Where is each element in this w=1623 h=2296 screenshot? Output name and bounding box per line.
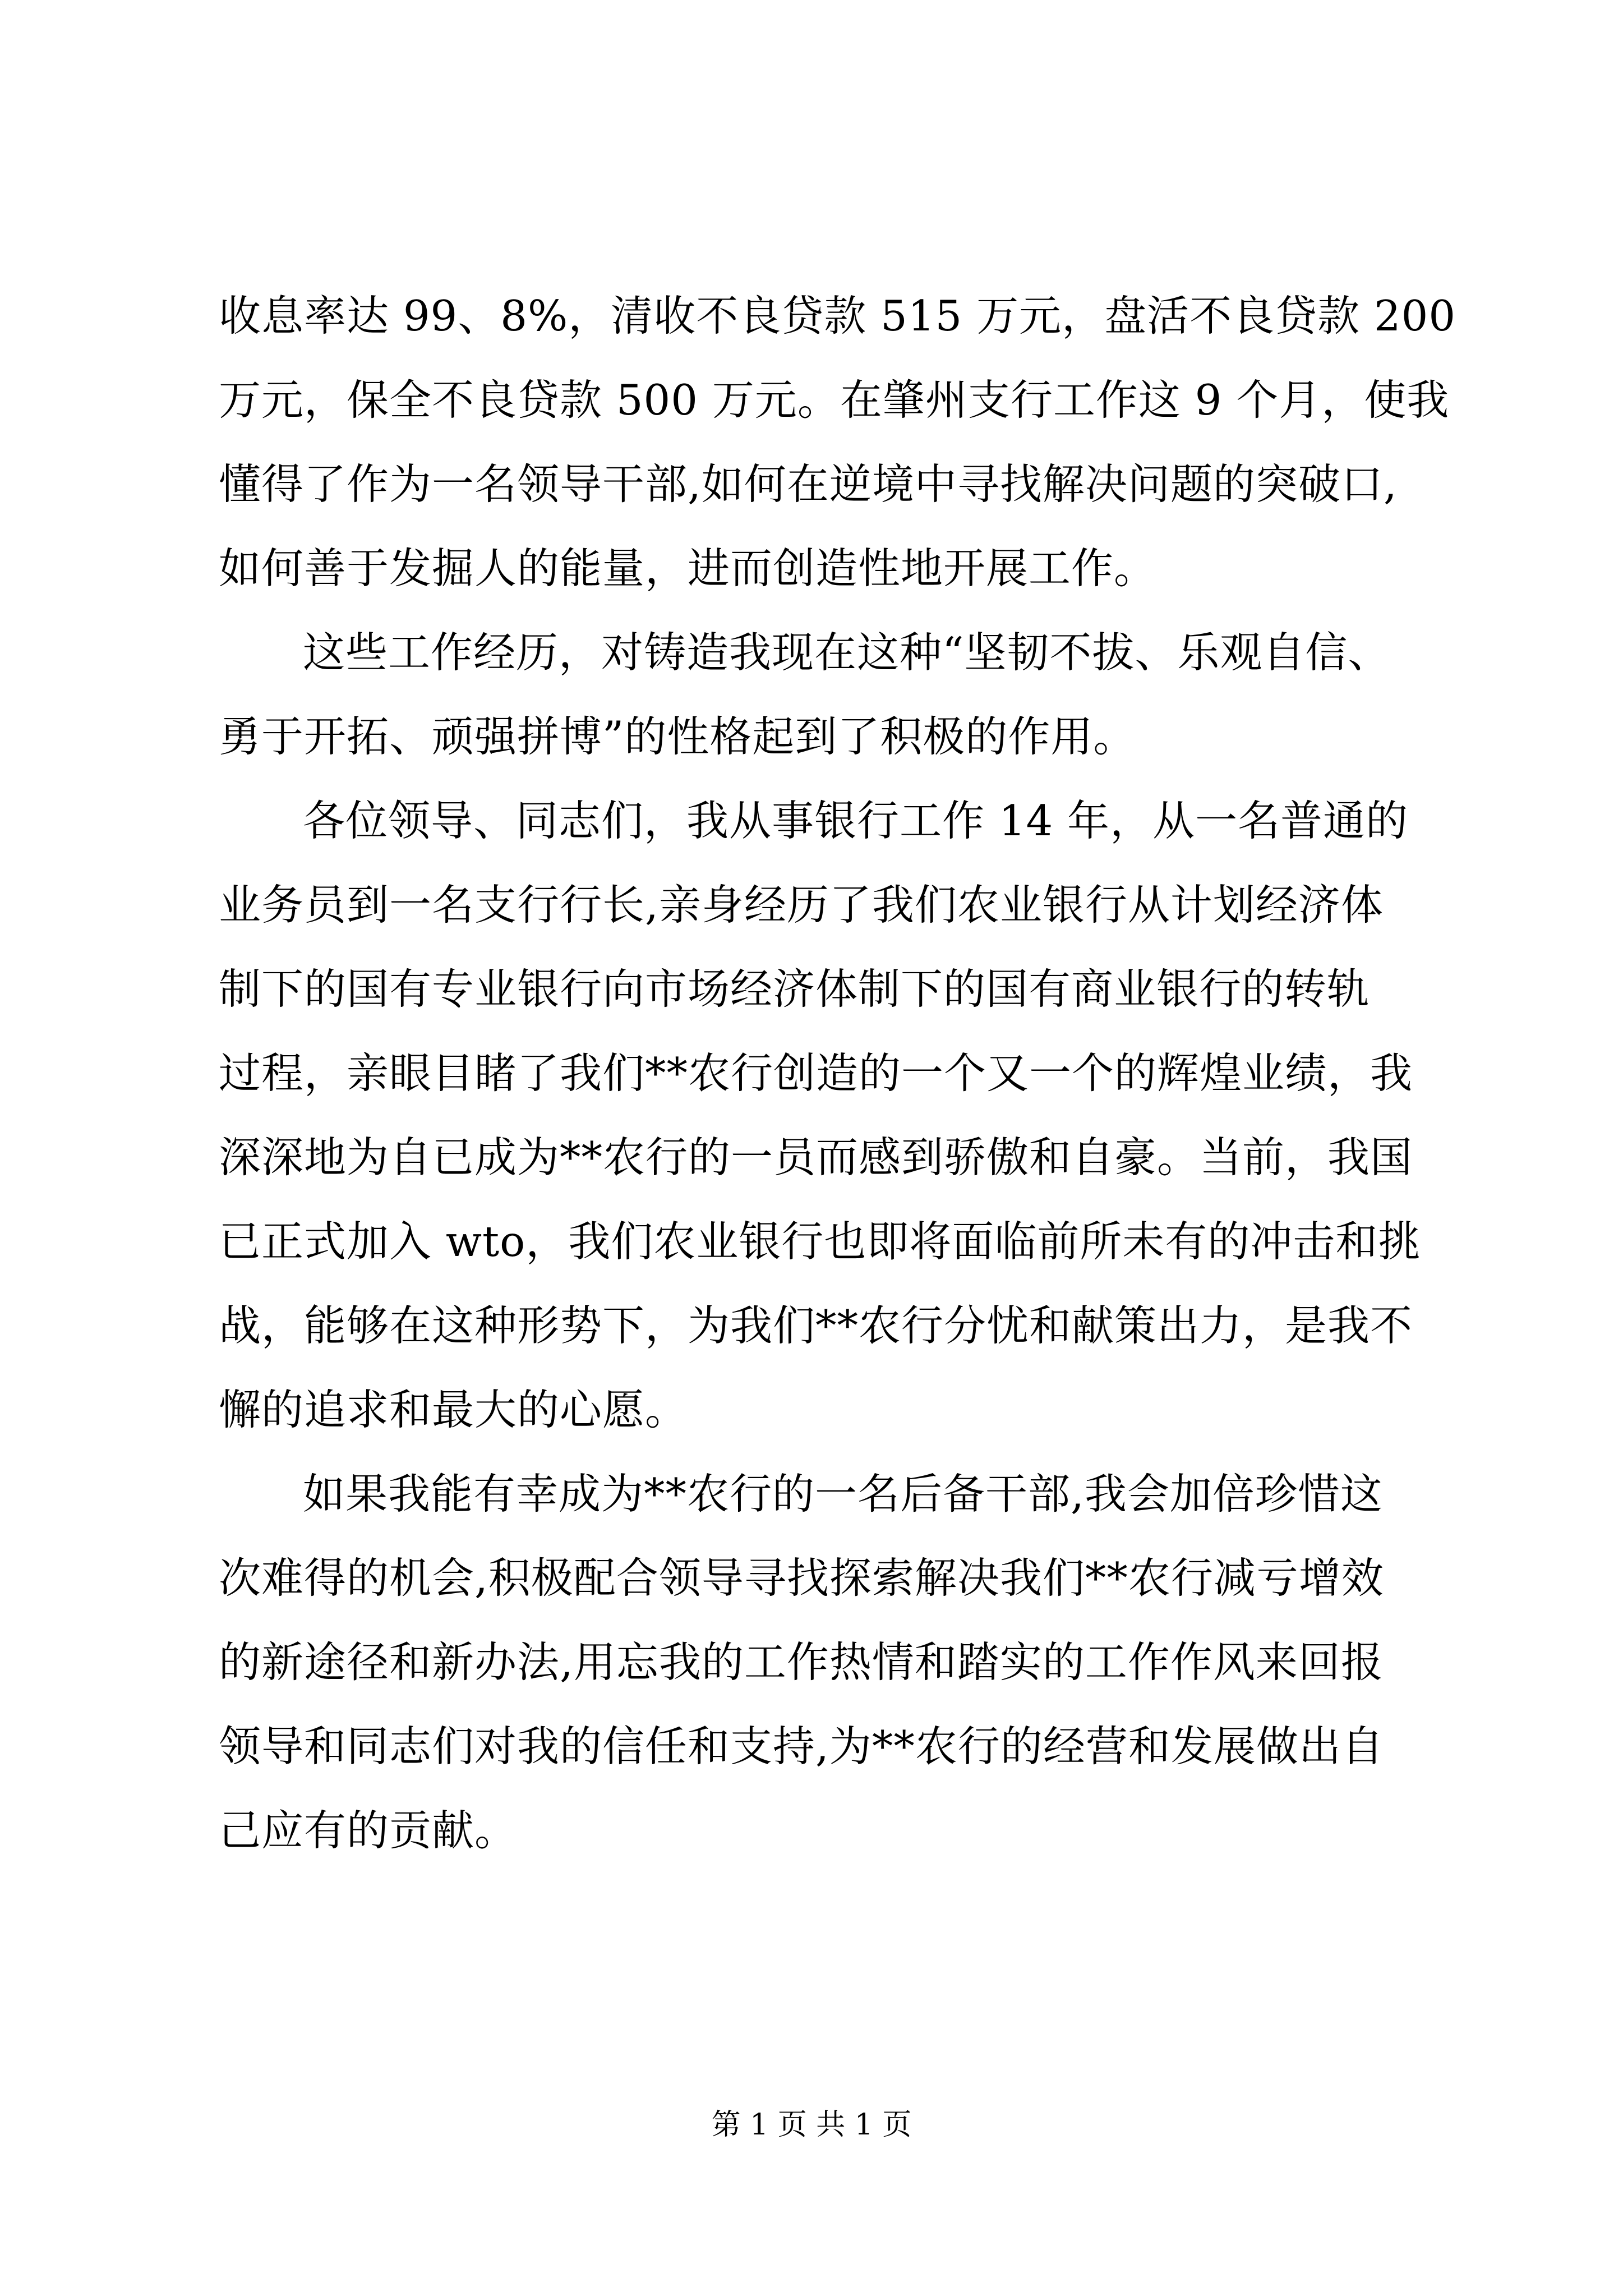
paragraph	[219, 274, 1456, 610]
text-line: 的新途径和新办法,用忘我的工作热情和踏实的工作作风来回报	[219, 1637, 1384, 1687]
text-line: 勇于开拓、顽强拼博”的性格起到了积极的作用。	[219, 712, 1136, 761]
text-line: 已正式加入 wto，我们农业银行也即将面临前所未有的冲击和挑	[219, 1217, 1421, 1266]
paragraph	[219, 1452, 1430, 1872]
text-line: 己应有的贡献。	[219, 1806, 518, 1855]
text-line: 业务员到一名支行行长,亲身经历了我们农业银行从计划经济体	[219, 880, 1384, 930]
text-line: 如何善于发掘人的能量，进而创造性地开展工作。	[219, 544, 1157, 593]
text-line: 深深地为自已成为**农行的一员而感到骄傲和自豪。当前，我国	[219, 1133, 1413, 1182]
text-line: 次难得的机会,积极配合领导寻找探索解决我们**农行减亏增效	[219, 1553, 1384, 1603]
text-line: 各位领导、同志们，我从事银行工作 14 年，从一名普通的	[303, 796, 1409, 845]
text-line: 万元，保全不良贷款 500 万元。在肇州支行工作这 9 个月，使我	[219, 375, 1450, 425]
text-line: 懂得了作为一名领导干部,如何在逆境中寻找解决问题的突破口,	[219, 459, 1398, 509]
page-number-footer: 第 1 页 共 1 页	[711, 2108, 912, 2142]
document-body	[219, 274, 1456, 1872]
text-line: 这些工作经历，对铸造我现在这种“坚韧不拔、乐观自信、	[303, 628, 1391, 677]
text-line: 战，能够在这种形势下，为我们**农行分忧和献策出力，是我不	[219, 1301, 1413, 1350]
paragraph	[219, 779, 1430, 1452]
text-line: 懈的追求和最大的心愿。	[219, 1385, 688, 1434]
text-line: 收息率达 99、8%，清收不良贷款 515 万元，盘活不良贷款 200	[219, 291, 1456, 341]
text-line: 过程，亲眼目睹了我们**农行创造的一个又一个的辉煌业绩，我	[219, 1048, 1413, 1098]
text-line: 领导和同志们对我的信任和支持,为**农行的经营和发展做出自	[219, 1722, 1384, 1771]
text-line: 如果我能有幸成为**农行的一名后备干部,我会加倍珍惜这	[303, 1469, 1383, 1519]
text-line: 制下的国有专业银行向市场经济体制下的国有商业银行的转轨	[219, 964, 1370, 1014]
paragraph	[219, 610, 1430, 779]
